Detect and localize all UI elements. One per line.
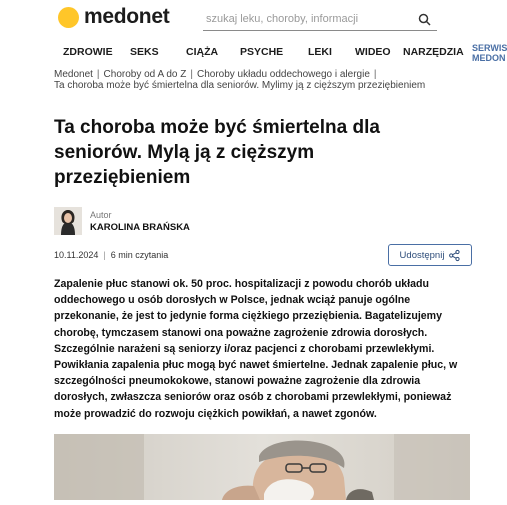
share-icon: [449, 250, 460, 261]
nav-item-zdrowie[interactable]: ZDROWIE: [63, 46, 113, 58]
main-nav: [0, 40, 507, 66]
nav-item-serwis[interactable]: [472, 43, 507, 63]
nav-item-wideo[interactable]: WIDEO: [355, 46, 391, 58]
author-label: Autor: [90, 209, 112, 220]
author-name[interactable]: KAROLINA BRAŃSKA: [90, 221, 190, 233]
nav-item-narzedzia[interactable]: NARZĘDZIA: [403, 46, 464, 58]
logo-dot-icon: [58, 7, 79, 28]
search-icon[interactable]: [418, 13, 431, 26]
article-lead: Zapalenie płuc stanowi ok. 50 proc. hospitalizacji z powodu chorób układu oddechowego u osób dorosłych w Polsce, jednak wciąż panuje ogólne przekonanie, że jest to jedynie forma ciężkiego przeziębienia. Bagatelizujemy chorobę, tymczasem stanowi ona poważne zagrożenie zdrowia dorosłych. Szczególnie narażeni są seniorzy i/oraz pacjenci z chorobami przewlekłymi. Powikłania zapalenia płuc mogą być nawet śmiertelne. Jednak zapalenie płuc, w szczególności pneumokokowe, stanowi poważne zagrożenie dla zdrowia dorosłych, zwłaszcza seniorów oraz osób z chorobami przewlekłymi, ponieważ może prowadzić do rozwoju ciężkich powikłań, a nawet zgonów.: [54, 278, 458, 420]
article-title: Ta choroba może być śmiertelna dla seniorów. Mylą ją z cięższym przeziębieniem: [54, 117, 380, 188]
breadcrumb-separator: |: [96, 69, 100, 80]
medonet-logo[interactable]: [58, 5, 169, 29]
nav-serwis-line2: MEDON: [472, 53, 506, 63]
breadcrumb-item-medonet[interactable]: Medonet: [54, 69, 93, 80]
avatar: [54, 207, 82, 235]
author-portrait-icon: [54, 207, 82, 235]
article-hero-image: [54, 434, 470, 500]
breadcrumb-item-choroby[interactable]: Choroby od A do Z: [103, 69, 187, 80]
search-bar: [203, 9, 437, 31]
meta-separator: |: [103, 250, 106, 260]
breadcrumb: [54, 68, 500, 94]
logo-text: medonet: [84, 5, 170, 28]
nav-serwis-line1: SERWIS: [472, 43, 507, 53]
nav-item-seks[interactable]: SEKS: [130, 46, 159, 58]
breadcrumb-current: Ta choroba może być śmiertelna dla seniorów. Mylimy ją z cięższym przeziębieniem: [54, 80, 426, 91]
share-label: Udostępnij: [399, 249, 445, 261]
publish-date: 10.11.2024: [54, 250, 99, 260]
nav-item-psyche[interactable]: PSYCHE: [240, 46, 284, 58]
nav-item-ciaza[interactable]: CIĄŻA: [186, 46, 219, 58]
read-time: 6 min czytania: [110, 250, 169, 260]
nav-item-leki[interactable]: LEKI: [308, 46, 332, 58]
share-button[interactable]: [388, 244, 472, 266]
senior-man-sneezing-image: [54, 434, 470, 500]
site-header: [0, 0, 507, 68]
breadcrumb-item-uklad-oddechowy[interactable]: Choroby układu oddechowego i alergie: [196, 69, 370, 80]
breadcrumb-separator: |: [373, 69, 377, 80]
author-block[interactable]: [54, 206, 190, 236]
article-meta: [54, 250, 168, 260]
search-input[interactable]: [203, 9, 403, 29]
breadcrumb-separator: |: [190, 69, 193, 80]
